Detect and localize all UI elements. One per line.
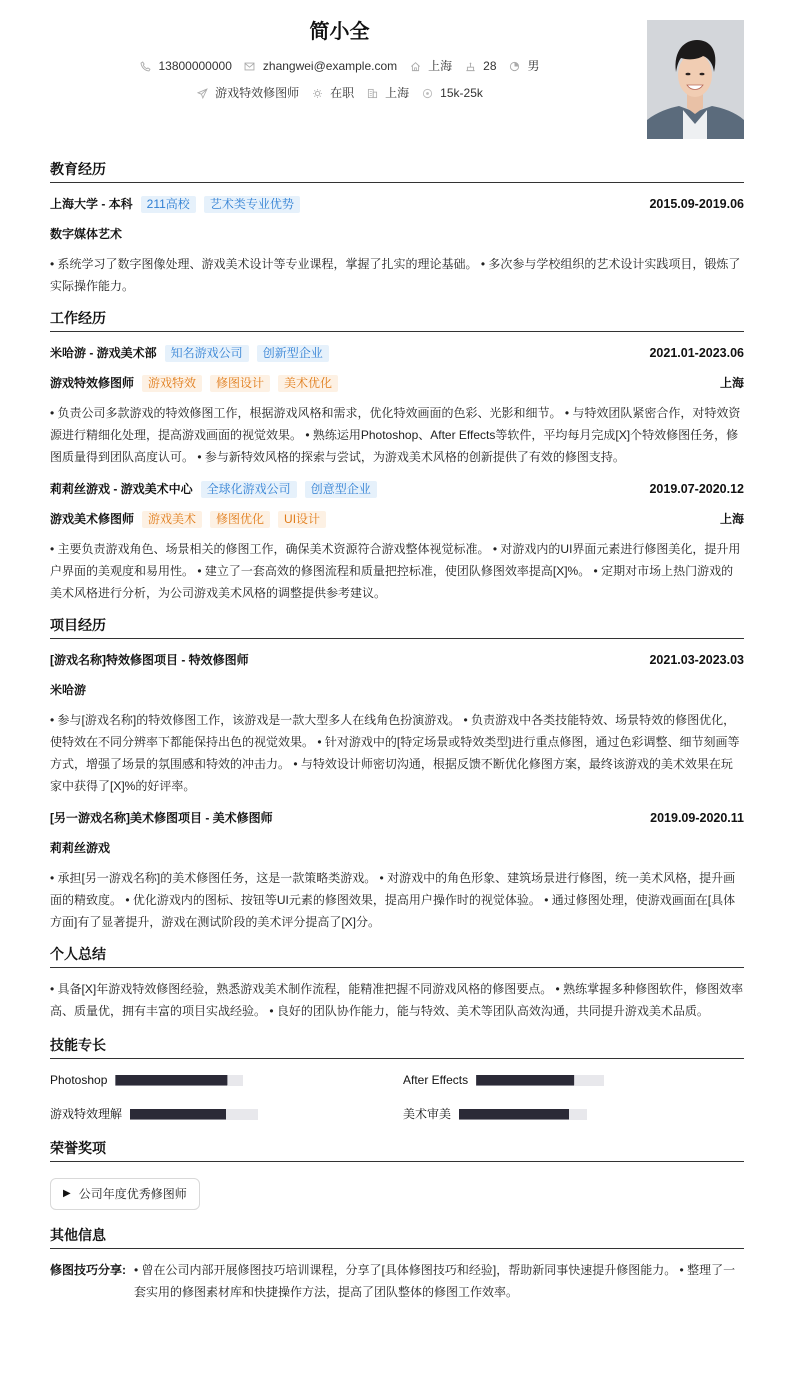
section-title-summary: 个人总结 bbox=[50, 943, 744, 968]
projects-section bbox=[50, 614, 744, 933]
project-item bbox=[50, 807, 744, 933]
work-location: 上海 bbox=[719, 376, 744, 390]
work-location: 上海 bbox=[719, 512, 744, 526]
building-icon bbox=[366, 87, 378, 99]
other-info-text: • 曾在公司内部开展修图技巧培训课程，分享了[具体修图技巧和经验]，帮助新同事快速提升修图能力。 • 整理了一套实用的修图素材库和快捷操作方法，提高了团队整体的修图工作效率。 bbox=[134, 1263, 736, 1299]
resume-header bbox=[50, 18, 744, 158]
skill-bar bbox=[115, 1075, 243, 1086]
contact-phone bbox=[139, 56, 231, 76]
position-tag: 游戏特效 bbox=[142, 375, 202, 392]
work-description: • 负责公司多款游戏的特效修图工作，根据游戏风格和需求，优化特效画面的色彩、光影和细节。 • 与特效团队紧密合作，对特效资源进行精细化处理，提高游戏画面的视觉效果。 • 熟练运用Photoshop、After Effects等软件，平均每月完成[X]个特效修图任务，修图质量得到团队高度认可。 • 参与新特效风格的探索与尝试，为游戏美术风格的创新提供了有效的修图支持。 bbox=[50, 406, 741, 464]
education-description: • 系统学习了数字图像处理、游戏美术设计等专业课程，掌握了扎实的理论基础。 • 多次参与学校组织的艺术设计实践项目，锻炼了实际操作能力。 bbox=[50, 257, 741, 293]
skill-name: After Effects bbox=[403, 1072, 469, 1087]
company-name: 米哈游 - 游戏美术部 bbox=[50, 346, 157, 360]
skill-item bbox=[50, 1103, 403, 1125]
project-company: 莉莉丝游戏 bbox=[50, 841, 111, 855]
project-name: [另一游戏名称]美术修图项目 - 美术修图师 bbox=[50, 811, 273, 825]
location-text: 上海 bbox=[428, 59, 453, 73]
project-description: • 承担[另一游戏名称]的美术修图任务，这是一款策略类游戏。 • 对游戏中的角色形象、建筑场景进行修图，统一美术风格，提升画面的精致度。 • 优化游戏内的图标、按钮等UI元素的修图效果，提高用户操作时的视觉体验。 • 通过修图处理，使游戏画面在[具体方面]有了显著提升，游戏在测试阶段的美术评分提高了[X]分。 bbox=[50, 871, 736, 929]
position-tag: UI设计 bbox=[278, 511, 326, 528]
contact-age bbox=[464, 56, 496, 76]
age-text: 28 bbox=[483, 59, 497, 73]
intent-salary bbox=[421, 83, 483, 103]
skill-item bbox=[403, 1103, 744, 1125]
avatar bbox=[647, 20, 744, 139]
section-title-education: 教育经历 bbox=[50, 158, 744, 183]
intent-salary-text: 15k-25k bbox=[440, 86, 483, 100]
school-tag: 艺术类专业优势 bbox=[204, 196, 300, 213]
skills-section bbox=[50, 1034, 744, 1125]
skill-bar-fill bbox=[459, 1109, 569, 1120]
status-icon bbox=[311, 87, 323, 99]
position-tag: 修图设计 bbox=[210, 375, 270, 392]
education-item bbox=[50, 193, 744, 297]
other-info-item bbox=[50, 1259, 744, 1303]
summary-section bbox=[50, 943, 744, 1022]
project-company: 米哈游 bbox=[50, 683, 87, 697]
education-section bbox=[50, 158, 744, 297]
project-date: 2019.09-2020.11 bbox=[650, 811, 744, 825]
company-tag: 全球化游戏公司 bbox=[201, 481, 297, 498]
skill-name: 美术审美 bbox=[403, 1106, 452, 1121]
honor-item[interactable] bbox=[50, 1178, 200, 1210]
project-date: 2021.03-2023.03 bbox=[649, 653, 744, 667]
skill-bar-fill bbox=[476, 1075, 574, 1086]
project-item bbox=[50, 649, 744, 797]
triangle-right-icon: ▶ bbox=[63, 1187, 71, 1199]
intent-city-text: 上海 bbox=[385, 86, 410, 100]
work-item bbox=[50, 478, 744, 604]
school-name: 上海大学 - 本科 bbox=[50, 197, 133, 211]
intent-position-text: 游戏特效修图师 bbox=[215, 86, 300, 100]
company-tag: 知名游戏公司 bbox=[165, 345, 249, 362]
other-section bbox=[50, 1224, 744, 1303]
work-item bbox=[50, 342, 744, 468]
major-name: 数字媒体艺术 bbox=[50, 227, 123, 241]
honor-name: 公司年度优秀修图师 bbox=[78, 1186, 187, 1201]
salary-icon bbox=[421, 87, 433, 99]
project-name: [游戏名称]特效修图项目 - 特效修图师 bbox=[50, 653, 249, 667]
school-tag: 211高校 bbox=[141, 196, 196, 213]
skill-bar-fill bbox=[115, 1075, 227, 1086]
position-name: 游戏特效修图师 bbox=[50, 376, 135, 390]
section-title-projects: 项目经历 bbox=[50, 614, 744, 639]
skill-name: Photoshop bbox=[50, 1072, 108, 1087]
position-tag: 美术优化 bbox=[278, 375, 338, 392]
section-title-honors: 荣誉奖项 bbox=[50, 1137, 744, 1162]
intent-status bbox=[311, 83, 354, 103]
skill-bar bbox=[476, 1075, 604, 1086]
other-info-label: 修图技巧分享: bbox=[50, 1263, 126, 1277]
position-tag: 游戏美术 bbox=[142, 511, 202, 528]
summary-text: • 具备[X]年游戏特效修图经验，熟悉游戏美术制作流程，能精准把握不同游戏风格的修图要点。 • 熟练掌握多种修图软件，修图效率高、质量优，拥有丰富的项目实战经验。 • 良好的团队协作能力，能与特效、美术等团队高效沟通，共同提升游戏美术品质。 bbox=[50, 982, 744, 1018]
company-tag: 创新型企业 bbox=[257, 345, 329, 362]
candidate-name: 简小全 bbox=[309, 21, 370, 43]
mail-icon bbox=[244, 60, 256, 72]
send-icon bbox=[196, 87, 208, 99]
section-title-work: 工作经历 bbox=[50, 307, 744, 332]
position-tag: 修图优化 bbox=[210, 511, 270, 528]
skill-item bbox=[403, 1069, 744, 1091]
work-description: • 主要负责游戏角色、场景相关的修图工作，确保美术资源符合游戏整体视觉标准。 • 对游戏内的UI界面元素进行修图美化，提升用户界面的美观度和易用性。 • 建立了一套高效的修图流程和质量把控标准，使团队修图效率提高[X]%。 • 定期对市场上热门游戏的美术风格进行分析，为公司游戏美术风格的调整提供参考建议。 bbox=[50, 542, 741, 600]
skill-item bbox=[50, 1069, 403, 1091]
skill-bar-fill bbox=[130, 1109, 226, 1120]
skills-grid bbox=[50, 1069, 744, 1125]
work-date: 2021.01-2023.06 bbox=[649, 346, 744, 360]
home-icon bbox=[409, 60, 421, 72]
job-intent-row bbox=[0, 83, 744, 103]
company-tag: 创意型企业 bbox=[305, 481, 377, 498]
intent-status-text: 在职 bbox=[330, 86, 355, 100]
section-title-other: 其他信息 bbox=[50, 1224, 744, 1249]
skill-name: 游戏特效理解 bbox=[50, 1106, 123, 1121]
section-title-skills: 技能专长 bbox=[50, 1034, 744, 1059]
age-icon bbox=[464, 60, 476, 72]
phone-text: 13800000000 bbox=[158, 59, 232, 73]
intent-position bbox=[196, 83, 299, 103]
gender-text: 男 bbox=[527, 59, 540, 73]
contact-gender bbox=[509, 56, 540, 76]
company-name: 莉莉丝游戏 - 游戏美术中心 bbox=[50, 482, 193, 496]
contact-location bbox=[409, 56, 452, 76]
work-section bbox=[50, 307, 744, 604]
contact-email bbox=[244, 56, 397, 76]
work-date: 2019.07-2020.12 bbox=[649, 482, 744, 496]
education-date: 2015.09-2019.06 bbox=[649, 197, 744, 211]
phone-icon bbox=[139, 60, 151, 72]
project-description: • 参与[游戏名称]的特效修图工作，该游戏是一款大型多人在线角色扮演游戏。 • 负责游戏中各类技能特效、场景特效的修图优化，使特效在不同分辨率下都能保持出色的视觉效果。 • 针对游戏中的[特定场景或特效类型]进行重点修图，通过色彩调整、细节刻画等方式，增强了场景的氛围感和特效的冲击力。 • 与特效设计师密切沟通，根据反馈不断优化修图方案，最终该游戏的美术效果在玩家中获得了[X]%的好评率。 bbox=[50, 713, 740, 793]
skill-bar bbox=[130, 1109, 258, 1120]
gender-icon bbox=[509, 60, 521, 72]
honors-section bbox=[50, 1137, 744, 1224]
email-text: zhangwei@example.com bbox=[262, 59, 398, 73]
position-name: 游戏美术修图师 bbox=[50, 512, 135, 526]
contact-info-row bbox=[0, 56, 744, 76]
intent-city bbox=[366, 83, 409, 103]
skill-bar bbox=[459, 1109, 587, 1120]
